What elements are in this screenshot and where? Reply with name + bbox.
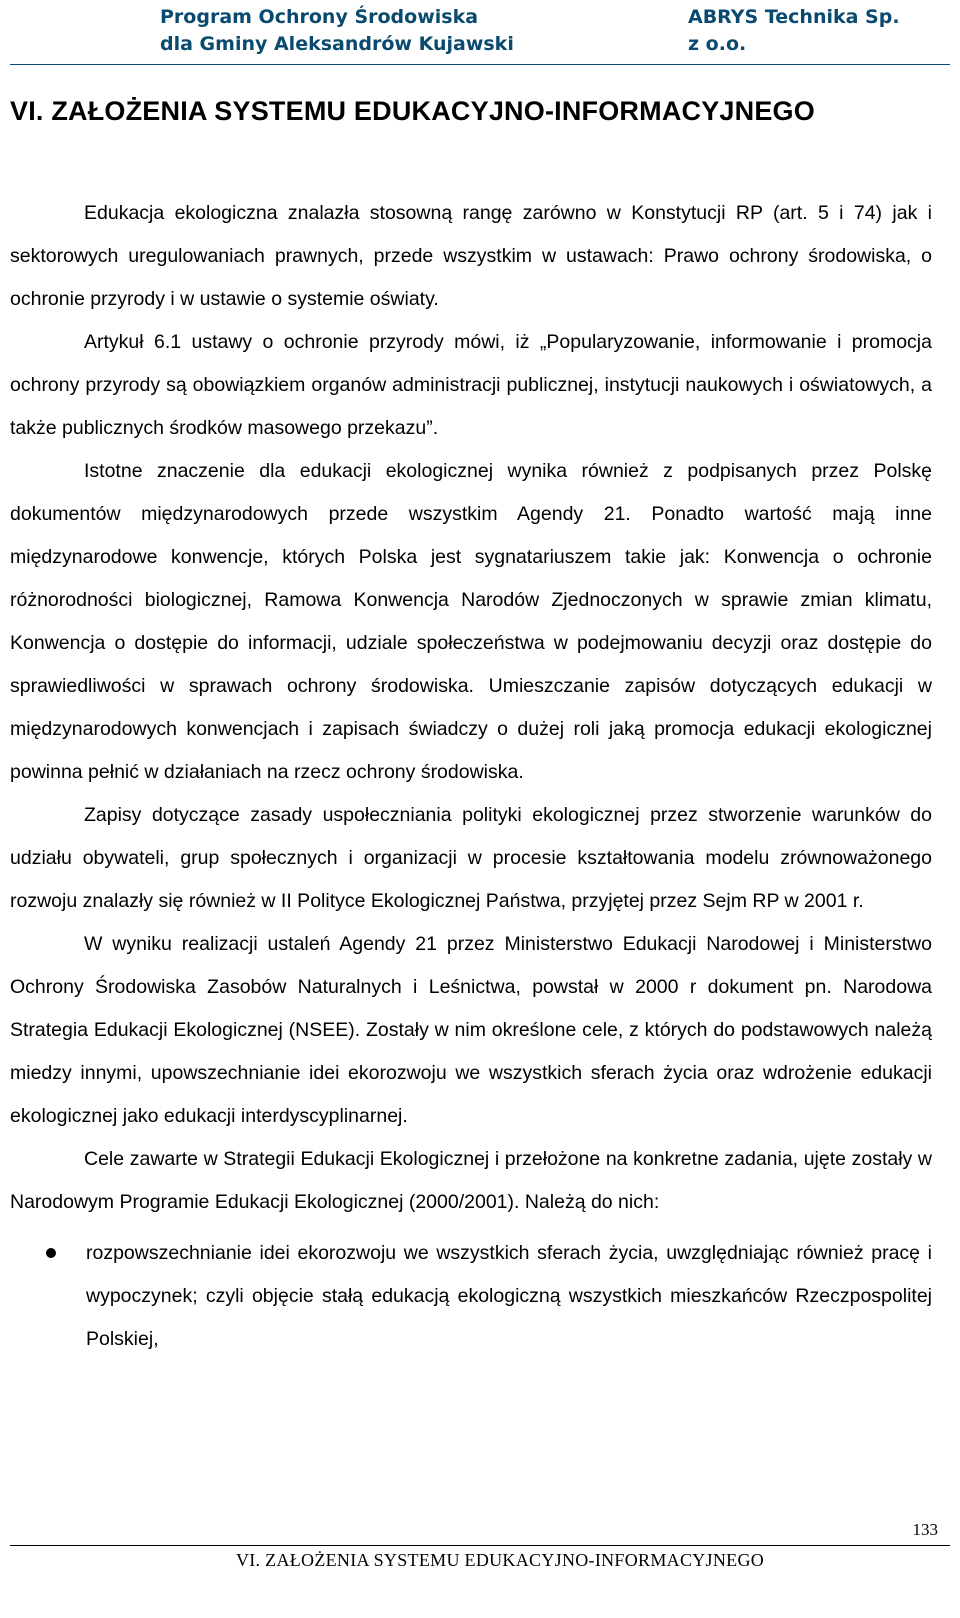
bullet-icon [46, 1248, 56, 1258]
list-item-text: rozpowszechnianie idei ekorozwoju we wszystkich sferach życia, uwzględniając również pracę i wypoczynek; czyli objęcie stałą edukacją ekologiczną wszystkich mieszkańców Rzeczpospolitej Polskiej, [86, 1242, 932, 1350]
header-left [160, 4, 580, 58]
paragraph-3: Istotne znaczenie dla edukacji ekologicznej wynika również z podpisanych przez Polskę dokumentów międzynarodowych przede wszystkim Agendy 21. Ponadto wartość mają inne międzynarodowe konwencje, których Polska jest sygnatariuszem takie jak: Konwencja o ochronie różnorodności biologicznej, Ramowa Konwencja Narodów Zjednoczonych w sprawie zmian klimatu, Konwencja o dostępie do informacji, udziale społeczeństwa w podejmowaniu decyzji oraz dostępie do sprawiedliwości w sprawach ochrony środowiska. Umieszczanie zapisów dotyczących edukacji w międzynarodowych konwencjach i zapisach świadczy o dużej roli jaką promocja edukacji ekologicznej powinna pełnić w działaniach na rzecz ochrony środowiska. [10, 460, 932, 783]
body-text [10, 192, 932, 1361]
page-number: 133 [912, 1520, 938, 1539]
paragraph-1: Edukacja ekologiczna znalazła stosowną rangę zarówno w Konstytucji RP (art. 5 i 74) jak i sektorowych uregulowaniach prawnych, przede wszystkim w ustawach: Prawo ochrony środowiska, o ochronie przyrody i w ustawie o systemie oświaty. [10, 202, 932, 310]
paragraph-2: Artykuł 6.1 ustawy o ochronie przyrody mówi, iż „Popularyzowanie, informowanie i promocja ochrony przyrody są obowiązkiem organów administracji publicznej, instytucji naukowych i oświatowych, a także publicznych środków masowego przekazu”. [10, 331, 932, 439]
paragraph-6: Cele zawarte w Strategii Edukacji Ekologicznej i przełożone na konkretne zadania, ujęte zostały w Narodowym Programie Edukacji Ekologicznej (2000/2001). Należą do nich: [10, 1148, 932, 1213]
header-company-line2: z o.o. [688, 33, 747, 55]
header-program-title: Program Ochrony Środowiska [160, 6, 479, 28]
chapter-title: VI. ZAŁOŻENIA SYSTEMU EDUKACYJNO-INFORMACYJNEGO [10, 96, 815, 126]
list-item [10, 1232, 932, 1361]
header-divider [10, 64, 950, 65]
footer-chapter-title: VI. ZAŁOŻENIA SYSTEMU EDUKACYJNO-INFORMACYJNEGO [235, 1550, 765, 1570]
paragraph-5: W wyniku realizacji ustaleń Agendy 21 przez Ministerstwo Edukacji Narodowej i Ministerstwo Ochrony Środowiska Zasobów Naturalnych i Leśnictwa, powstał w 2000 r dokument pn. Narodowa Strategia Edukacji Ekologicznej (NSEE). Zostały w nim określone cele, z których do podstawowych należą miedzy innymi, upowszechnianie idei ekorozwoju we wszystkich sferach życia oraz wdrożenie edukacji ekologicznej jako edukacji interdyscyplinarnej. [10, 933, 932, 1127]
header-right [688, 4, 948, 58]
footer-divider [10, 1545, 950, 1546]
bullet-list [10, 1232, 932, 1361]
paragraph-4: Zapisy dotyczące zasady uspołeczniania polityki ekologicznej przez stworzenie warunków do udziału obywateli, grup społecznych i organizacji w procesie kształtowania modelu zrównoważonego rozwoju znalazły się również w II Polityce Ekologicznej Państwa, przyjętej przez Sejm RP w 2001 r. [10, 804, 932, 912]
header-company-line1: ABRYS Technika Sp. [688, 6, 900, 28]
header-municipality: dla Gminy Aleksandrów Kujawski [160, 33, 514, 55]
